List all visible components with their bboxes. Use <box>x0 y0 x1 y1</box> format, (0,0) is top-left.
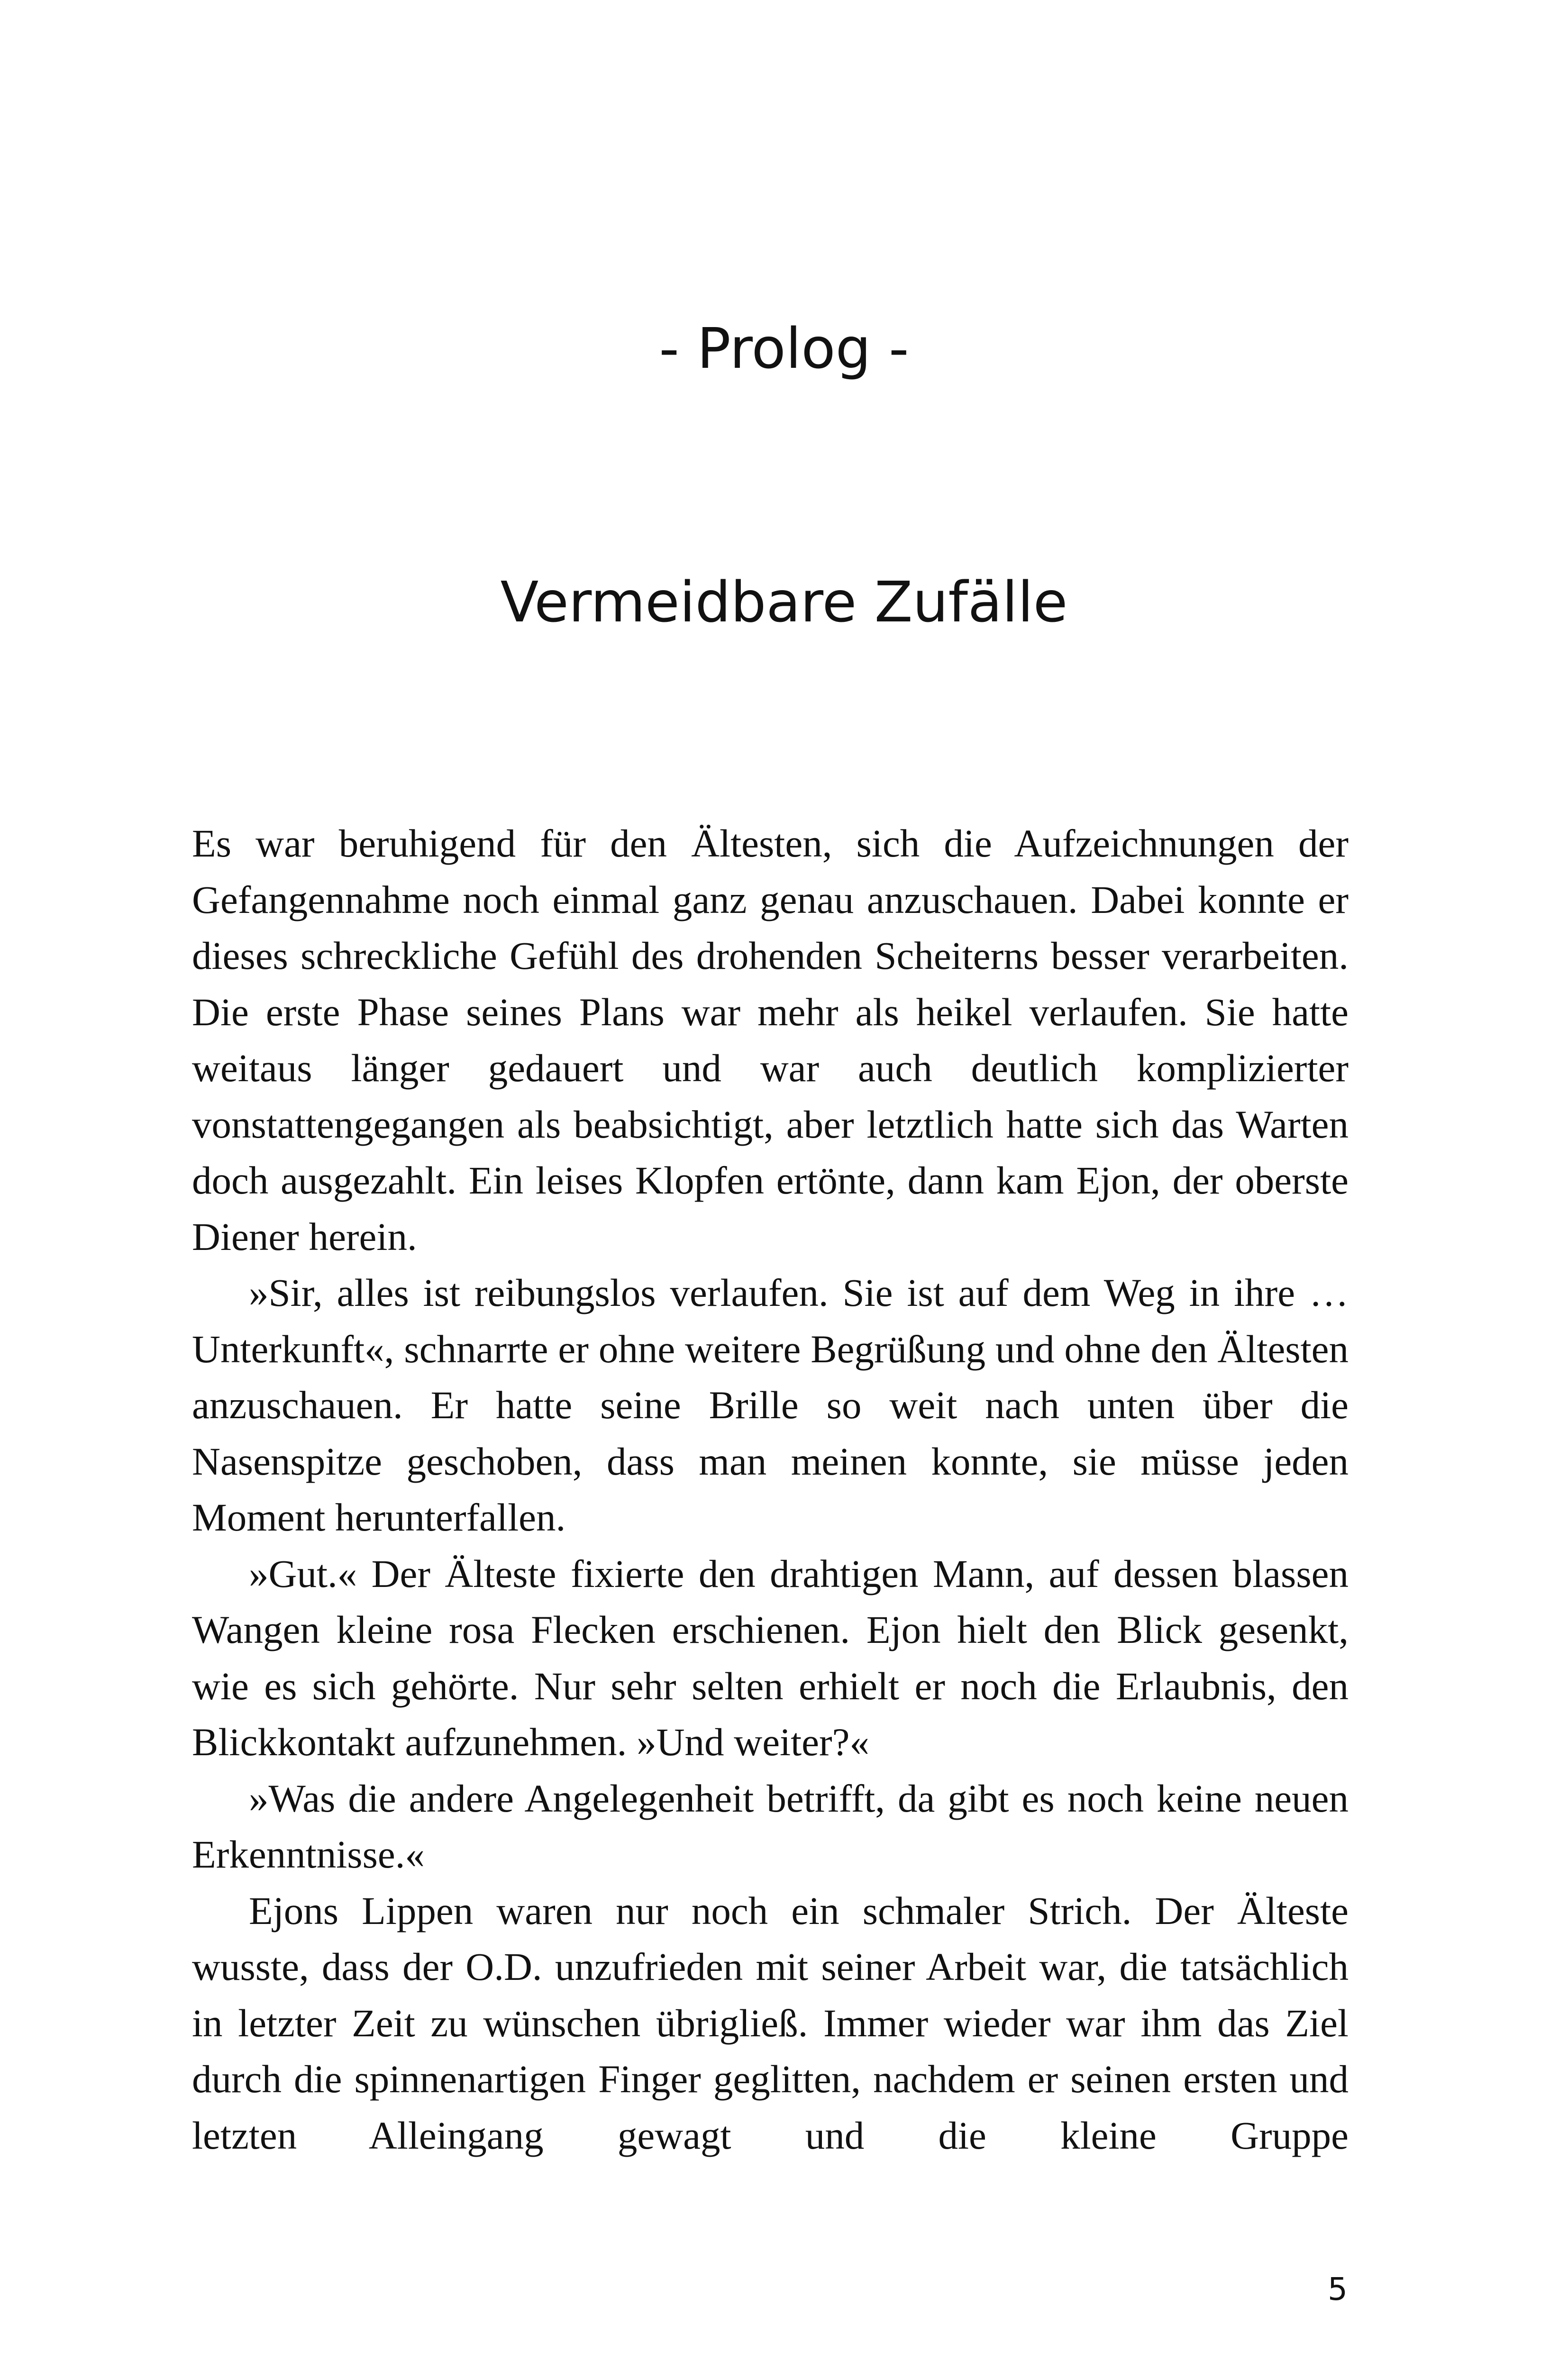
prolog-label: - Prolog - <box>659 316 909 381</box>
page-number: 5 <box>1328 2271 1348 2307</box>
paragraph-2: »Sir, alles ist reibungslos verlaufen. Sie ist auf dem Weg in ihre … Unterkunft«, schnarrte er ohne weitere Begrüßung und ohne den Ältesten anzuschauen. Er hatte seine Brille so weit nach unten über die Nasenspitze geschoben, dass man meinen konnte, sie müsse jeden Moment herunterfallen. <box>192 1271 1349 1539</box>
paragraph-1: Es war beruhigend für den Ältesten, sich die Aufzeichnungen der Gefangennahme noch einmal ganz genau anzuschauen. Dabei konnte er dieses schreckliche Gefühl des drohenden Scheiterns besser verarbeiten. Die erste Phase seines Plans war mehr als heikel verlaufen. Sie hatte weitaus länger gedauert und war auch deutlich komplizierter vonstattengegangen als beabsichtigt, aber letztlich hatte sich das Warten doch ausgezahlt. Ein leises Klopfen ertönte, dann kam Ejon, der oberste Diener herein. <box>192 821 1349 1258</box>
body-text <box>192 815 1349 2163</box>
paragraph-4: »Was die andere Angelegenheit betrifft, da gibt es noch keine neuen Erkenntnisse.« <box>192 1776 1349 1876</box>
paragraph-5: Ejons Lippen waren nur noch ein schmaler Strich. Der Älteste wusste, dass der O.D. unzufrieden mit seiner Arbeit war, die tatsächlich in letzter Zeit zu wünschen übrigließ. Immer wieder war ihm das Ziel durch die spinnenartigen Finger geglitten, nachdem er seinen ersten und letzten Alleingang gewagt und die kleine Gruppe <box>192 1888 1349 2157</box>
chapter-title: Vermeidbare Zufälle <box>500 569 1068 635</box>
paragraph-3: »Gut.« Der Älteste fixierte den drahtigen Mann, auf dessen blassen Wangen kleine rosa Flecken erschienen. Ejon hielt den Blick gesenkt, wie es sich gehörte. Nur sehr selten erhielt er noch die Erlaubnis, den Blickkontakt aufzunehmen. »Und weiter?« <box>192 1551 1349 1764</box>
